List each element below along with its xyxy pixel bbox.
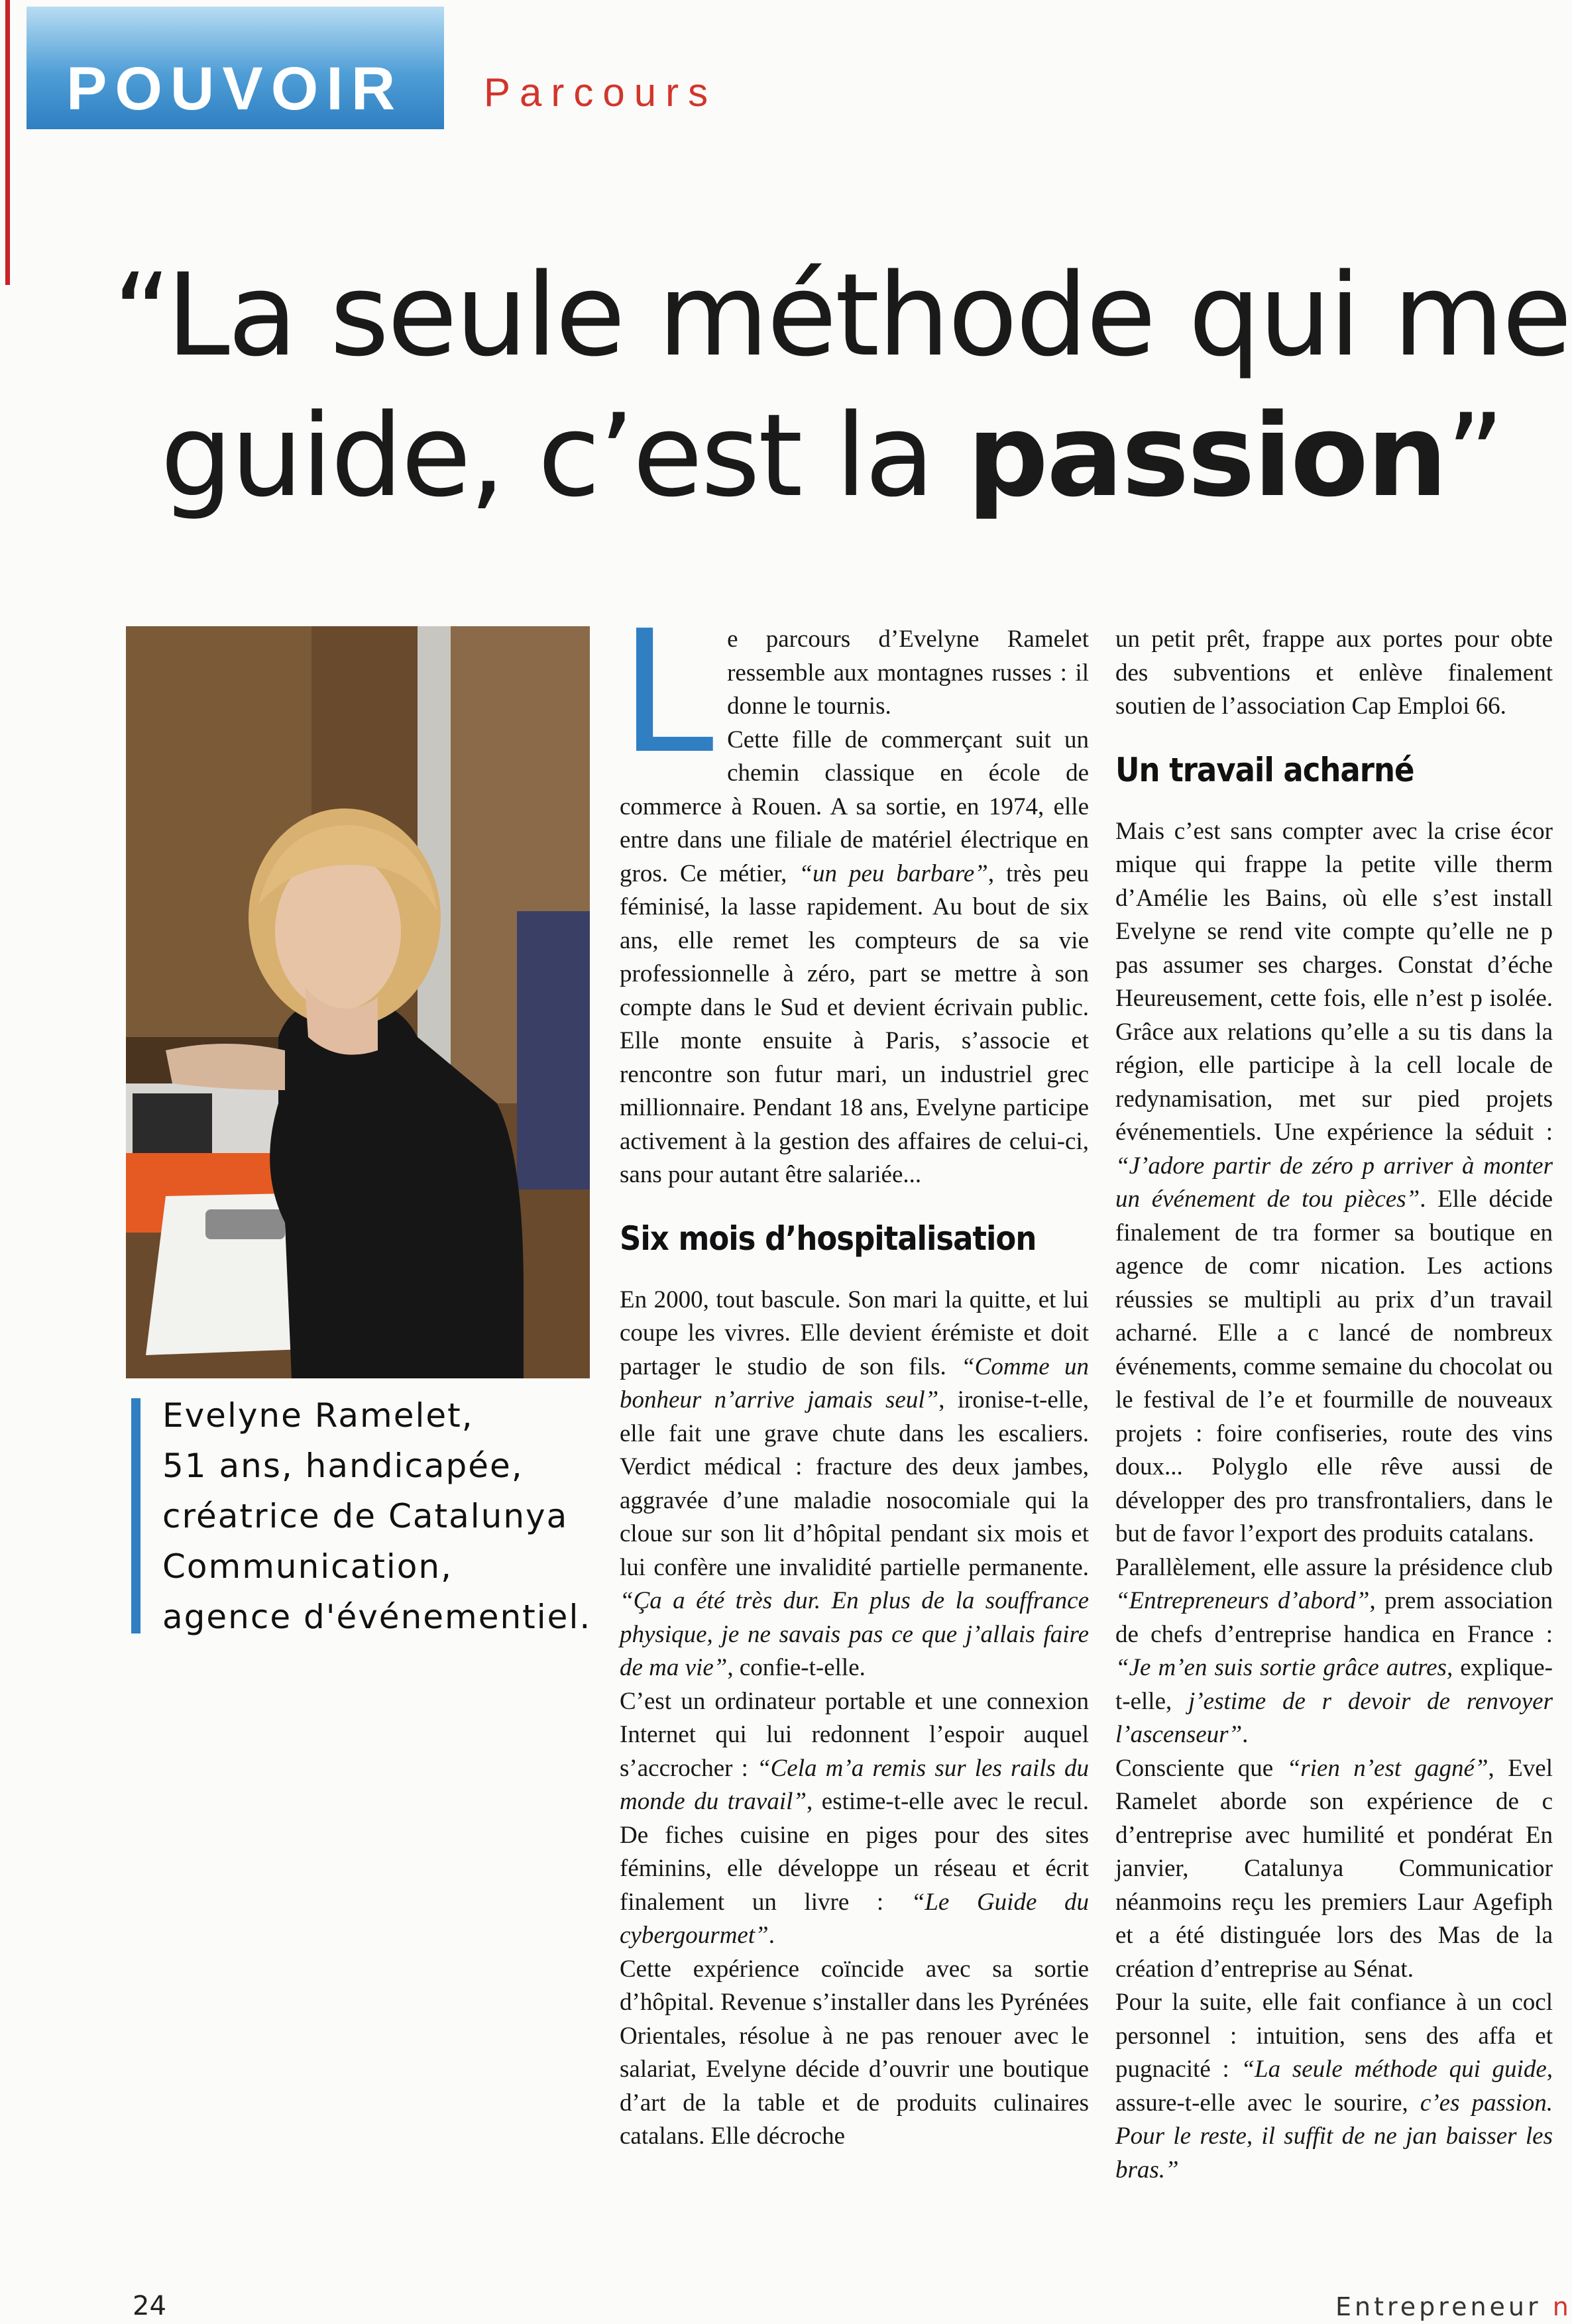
headline-line-2-text: guide, c’est la (160, 389, 967, 522)
caption-line: créatrice de Catalunya (162, 1497, 569, 1535)
paragraph: Parallèlement, elle assure la présidence club “Entrepreneurs d’abord”, prem association de chefs d’entreprise handica en France : “Je m’en suis sortie grâce autres, explique-t-elle, j’estime de r devoir de renvoyer l’ascenseur”. (1115, 1553, 1553, 1748)
paragraph: Cette expérience coïncide avec sa sortie d’hôpital. Revenue s’installer dans les Pyrénées Orientales, résolue à ne pas renouer avec le salariat, Evelyne décide d’ouvrir une boutique d’art de la table et de produits culinaires catalans. Elle décroche (620, 1955, 1089, 2150)
paragraph: Pour la suite, elle fait confiance à un cocl personnel : intuition, sens des affa et pugnacité : “La seule méthode qui guide, assure-t-elle avec le sourire, c’es passion. Pour le reste, il suffit de ne jan baisser les bras.” (1115, 1989, 1553, 2184)
paragraph: C’est un ordinateur portable et une connexion Internet qui lui redonnent l’espoir auquel s’accrocher : “Cela m’a remis sur les rails du monde du travail”, estime-t-elle avec le recul. De fiches cuisine en piges pour des sites féminins, elle développe un réseau et écrit finalement un livre : “Le Guide du cybergourmet”. (620, 1687, 1089, 1949)
paragraph: Consciente que “rien n’est gagné”, Evel Ramelet aborde son expérience de c d’entreprise avec humilité et pondérat En janvier, Catalunya Communicatior néanmoins reçu les premiers Laur Agefiph et a été distinguée lors des Mas de la création d’entreprise au Sénat. (1115, 1754, 1553, 1983)
caption-accent-bar (131, 1398, 140, 1633)
headline-line-2 (113, 386, 1547, 526)
article-column-2 (1115, 623, 1553, 2187)
page-number: 24 (133, 2291, 166, 2321)
headline-open-quote: “ (113, 249, 166, 382)
subheading: Un travail acharné (1115, 750, 1414, 789)
section-subtitle: Parcours (484, 70, 718, 115)
page-edge-stripe (5, 0, 10, 285)
section-title: POUVOIR (66, 55, 404, 123)
paragraph: un petit prêt, frappe aux portes pour obte des subventions et enlève finalement soutien de l’association Cap Emploi 66. (1115, 626, 1553, 720)
article-headline (113, 245, 1571, 526)
headline-line-1 (113, 245, 1571, 386)
drop-cap: L (620, 594, 714, 791)
paragraph: Mais c’est sans compter avec la crise écor mique qui frappe la petite ville therm d’Amélie les Bains, où elle s’est install Evelyne se rend vite compte qu’elle ne p pas assumer ses charges. Constat d’éche Heureusement, cette fois, elle n’est p isolée. Grâce aux relations qu’elle a su tis dans la région, elle participe à la cell locale de redynamisation, met sur pied projets événementiels. Une expérience la séduit : “J’adore partir de zéro p arriver à monter un événement de tou pièces”. Elle décide finalement de tra former sa boutique en agence de comr nication. Les actions réussies se multipli au prix d’un travail acharné. Elle a c lancé de nombreux événements, comme semaine du chocolat ou le festival de l’e et fourmille de nouveaux projets : foire confiseries, route des vins doux... Polyglo elle rêve aussi de développer des pro transfrontaliers, dans le but de favor l’export des produits catalans. (1115, 817, 1553, 1547)
portrait-photo (126, 626, 590, 1378)
headline-close-quote: ” (1445, 389, 1503, 522)
magazine-name: Entrepreneur n (1335, 2292, 1572, 2321)
subheading: Six mois d’hospitalisation (620, 1219, 1037, 1258)
paragraph: Cette fille de commerçant suit un chemin classique en école de commerce à Rouen. A sa sortie, en 1974, elle entre dans une filiale de matériel électrique en gros. Ce métier, “un peu barbare”, très peu féminisé, la lasse rapidement. Au bout de six ans, elle remet les compteurs de sa vie professionnelle à zéro, part se mettre à son compte dans le Sud et devient écrivain public. Elle monte ensuite à Paris, s’associe et rencontre son futur mari, un industriel grec millionnaire. Pendant 18 ans, Evelyne participe activement à la gestion des affaires de celui-ci, sans pour autant être salariée... (620, 726, 1089, 1188)
caption-line: Communication, (162, 1547, 453, 1586)
paragraph: En 2000, tout bascule. Son mari la quitte, et lui coupe les vivres. Elle devient érémiste et doit partager le studio de son fils. “Comme un bonheur n’arrive jamais seul”, ironise-t-elle, elle fait une grave chute dans les escaliers. Verdict médical : fracture des deux jambes, aggravée d’une maladie nosocomiale qui la cloue sur son lit d’hôpital pendant six mois et lui confère une invalidité partielle permanente. “Ça a été très dur. En plus de la souffrance physique, je ne savais pas ce que j’allais faire de ma vie”, confie-t-elle. (620, 1286, 1090, 1681)
article-column-1 (620, 594, 1090, 2154)
caption-line: 51 ans, handicapée, (162, 1447, 524, 1485)
headline-line-1-text: La seule méthode qui me (166, 249, 1571, 382)
headline-emphasis: passion (966, 389, 1446, 522)
caption-line: agence d'événementiel. (162, 1598, 592, 1636)
caption-line: Evelyne Ramelet, (162, 1396, 474, 1435)
photo-caption (162, 1390, 593, 1642)
paragraph: e parcours d’Evelyne Ramelet ressemble aux montagnes russes : il donne le tournis. (727, 626, 1089, 720)
